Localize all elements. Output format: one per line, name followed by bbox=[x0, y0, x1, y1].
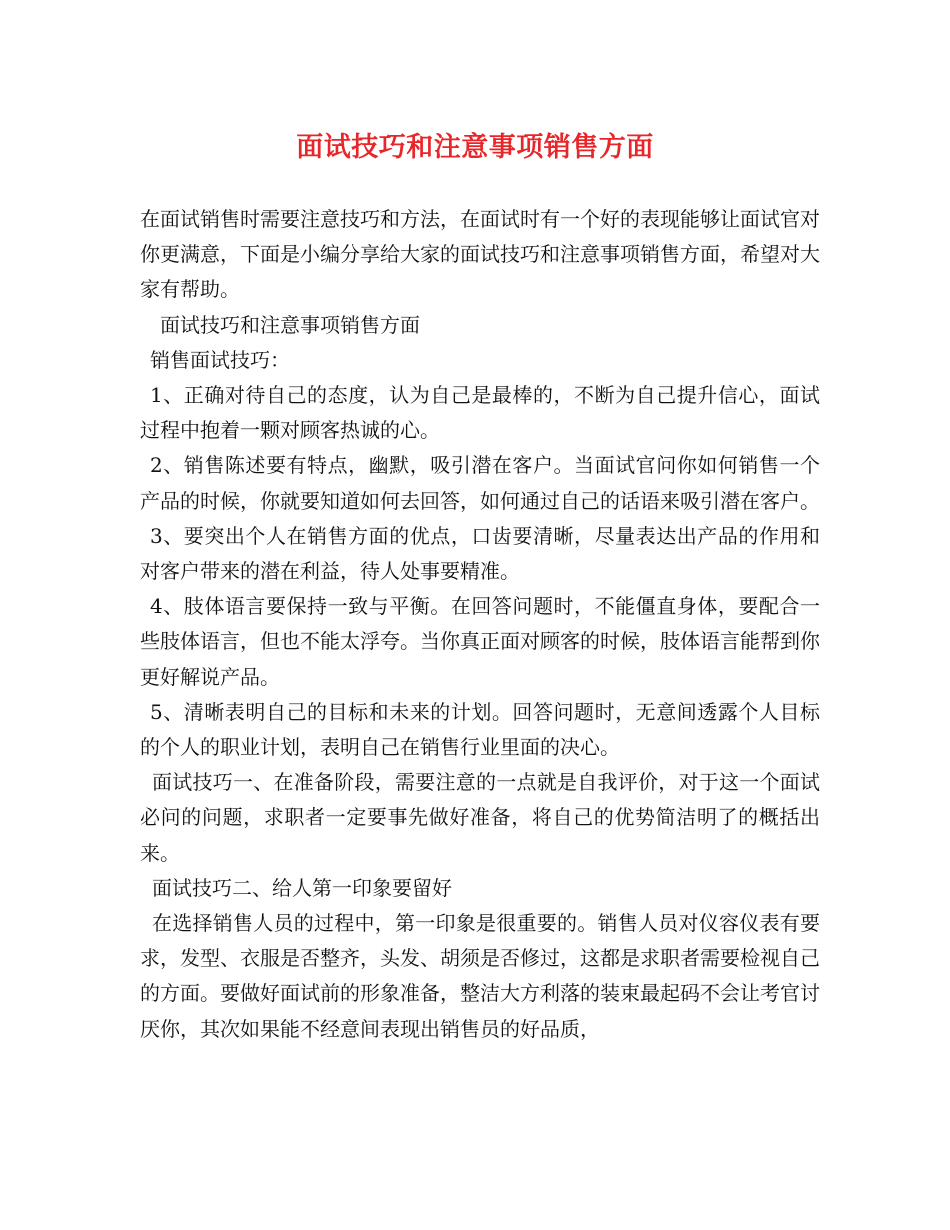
first-impression-paragraph: 在选择销售人员的过程中，第一印象是很重要的。销售人员对仪容仪表有要求，发型、衣服是否整齐，头发、胡须是否修过，这都是求职者需要检视自己的方面。要做好面试前的形象准备，整洁大方利落的装束最起码不会让考官讨厌你，其次如果能不经意间表现出销售员的好品质， bbox=[140, 911, 820, 1041]
tip-3-paragraph: 3、要突出个人在销售方面的优点，口齿要清晰，尽量表达出产品的作用和对客户带来的潜在利益，待人处事要精准。 bbox=[140, 523, 820, 584]
technique-1-paragraph: 面试技巧一、在准备阶段，需要注意的一点就是自我评价，对于这一个面试必问的问题，求职者一定要事先做好准备，将自己的优势简洁明了的概括出来。 bbox=[140, 770, 820, 865]
subheading-sales-tips: 销售面试技巧： bbox=[150, 347, 290, 372]
tip-2-paragraph: 2、销售陈述要有特点，幽默，吸引潜在客户。当面试官问你如何销售一个产品的时候，你就要知道如何去回答，如何通过自己的话语来吸引潜在客户。 bbox=[140, 453, 820, 513]
tip-5-paragraph: 5、清晰表明自己的目标和未来的计划。回答问题时，无意间透露个人目标的个人的职业计划，表明自己在销售行业里面的决心。 bbox=[140, 699, 820, 760]
document-body bbox=[140, 202, 820, 1047]
tip-1-paragraph: 1、正确对待自己的态度，认为自己是最棒的，不断为自己提升信心，面试过程中抱着一颗对顾客热诚的心。 bbox=[140, 383, 820, 443]
section-heading: 面试技巧和注意事项销售方面 bbox=[160, 312, 420, 337]
technique-2-heading: 面试技巧二、给人第一印象要留好 bbox=[152, 875, 452, 900]
intro-paragraph: 在面试销售时需要注意技巧和方法，在面试时有一个好的表现能够让面试官对你更满意，下面是小编分享给大家的面试技巧和注意事项销售方面，希望对大家有帮助。 bbox=[140, 207, 820, 302]
document-title: 面试技巧和注意事项销售方面 bbox=[296, 132, 654, 163]
tip-4-paragraph: 4、肢体语言要保持一致与平衡。在回答问题时，不能僵直身体，要配合一些肢体语言，但也不能太浮夸。当你真正面对顾客的时候，肢体语言能帮到你更好解说产品。 bbox=[140, 594, 820, 689]
